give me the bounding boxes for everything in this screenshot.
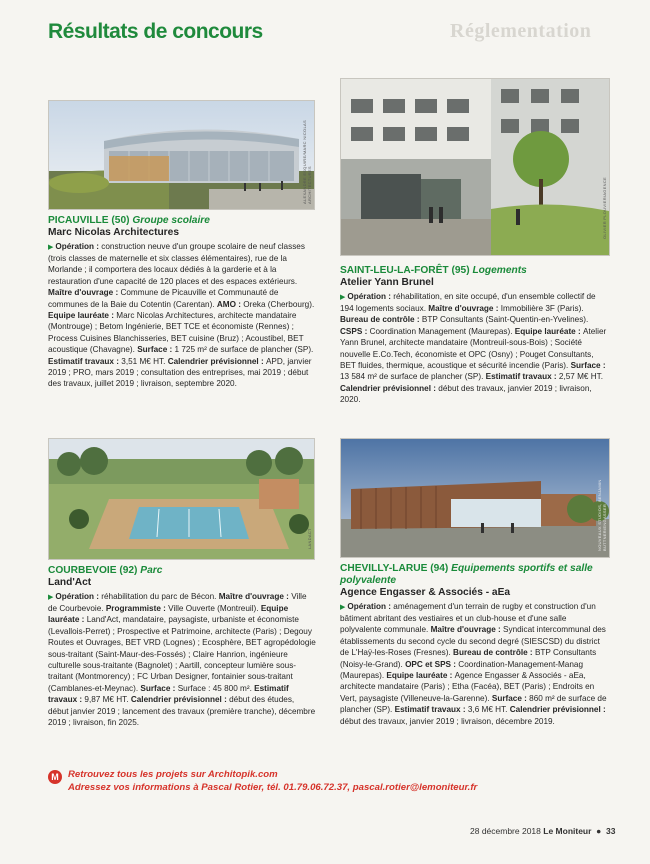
field-value: APD, janvier 2019 ; PRO, mars 2019 ; consultation des entreprises, mai 2019 ; début des travaux, juillet 2019 ; livraison, septembre 2020. — [48, 356, 312, 389]
field-value: Agence Engasser & Associés - aEa, architecte mandataire (Paris) ; Etha (Facéa), BET (Paris) ; Endroits en Vert, paysagiste (Villeneuve-la-Garenne). — [340, 670, 595, 703]
field-value: Land'Act, mandataire, paysagiste, urbaniste et économiste (Levallois-Perret) ; Prospective et Patrimoine, architecte (Paris) ; Degouy Routes et Ouvrages, BET VRD (Lognes) ; Ecosphère, BET agropédologie sous-traitant (Saint-Maur-des-Fossés) ; Claire Hanrion, ingénieure culturelle sous-traitante (Bagnolet) ; Aartill, concepteur lumière sous-traitant (Montmorency) ; FC Urban Designer, fontainier sous-traitant (Camblanes-et-Meynac). — [48, 615, 316, 693]
field-value: réhabilitation du parc de Bécon. — [101, 591, 219, 601]
field-label: Estimatif travaux : — [394, 705, 468, 715]
field-label: Equipe lauréate : — [514, 326, 584, 336]
field-label: Calendrier prévisionnel : — [130, 695, 230, 705]
field-value: 3,51 M€ HT. — [121, 356, 168, 366]
school-rendering — [49, 101, 314, 209]
field-value: Coordination-Management-Manag (Maurepas). — [340, 659, 584, 680]
section-title: Résultats de concours — [48, 20, 263, 43]
field-value: Ville Ouverte (Montreuil). — [168, 603, 261, 613]
article-kind: Logements — [472, 265, 527, 276]
article-architect: Atelier Yann Brunel — [340, 277, 434, 288]
article-architect: Agence Engasser & Associés - aEa — [340, 587, 511, 598]
field-label: Estimatif travaux : — [485, 372, 559, 382]
field-value: début des travaux, janvier 2019 ; livraison, 2020. — [340, 383, 592, 405]
article-body — [340, 291, 610, 406]
field-label: Surface : — [137, 345, 175, 355]
article-body — [48, 241, 316, 390]
article-place: PICAUVILLE (50) — [48, 215, 130, 226]
field-label: Calendrier prévisionnel : — [167, 356, 266, 366]
field-value: 13 584 m² de surface de plancher (SP). — [340, 372, 486, 382]
photo-credit: LANDACT — [307, 528, 312, 549]
field-value: Immobilière 3F (Paris). — [500, 303, 584, 313]
field-value: Oreka (Cherbourg). — [243, 299, 315, 309]
field-value: aménagement d'un terrain de rugby et construction d'un bâtiment abritant des vestiaires et un club-house et d'une salle polyvalente communale. — [340, 601, 596, 635]
article-picauville — [48, 215, 316, 390]
field-label: Opération : — [347, 291, 394, 301]
ghost-heading: Réglementation — [450, 20, 592, 42]
field-label: Opération : — [55, 591, 102, 601]
park-rendering — [49, 439, 314, 559]
photo-chevilly-sports — [340, 438, 610, 558]
photo-courbevoie-park — [48, 438, 315, 560]
article-architect: Marc Nicolas Architectures — [48, 227, 179, 238]
field-value: 860 m² de surface de plancher (SP). — [340, 693, 607, 715]
article-place: COURBEVOIE (92) — [48, 565, 138, 576]
field-label: Opération : — [347, 601, 394, 611]
field-label: Estimatif travaux : — [48, 356, 122, 366]
footer-line-architopik[interactable]: Retrouvez tous les projets sur Architopik.com — [68, 769, 278, 780]
field-label: Opération : — [55, 241, 102, 251]
field-label: Equipe lauréate : — [48, 310, 117, 320]
field-value: 1 725 m² de surface de plancher (SP). — [174, 345, 314, 355]
page-folio — [470, 826, 616, 836]
field-value: Ville de Courbevoie. — [48, 591, 307, 613]
field-value: construction neuve d'un groupe scolaire de neuf classes (trois classes de maternelle et six classes élémentaires), rue de la Morlande ; il comportera des locaux dédiés à la garderie et à la restauration d'une capacité de 120 places et des espaces extérieurs. — [48, 241, 305, 286]
field-value: Coordination Management (Maurepas). — [369, 326, 515, 336]
article-courbevoie — [48, 565, 316, 728]
sports-rendering — [341, 439, 609, 557]
field-label: Equipe lauréate : — [48, 603, 289, 625]
article-architect: Land'Act — [48, 577, 92, 588]
article-place: CHEVILLY-LARUE (94) — [340, 563, 449, 574]
field-value: Surface : 45 800 m². — [177, 683, 255, 693]
magazine-name: Le Moniteur — [543, 826, 592, 836]
field-value: Atelier Yann Brunel, architecte mandataire (Montreuil-sous-Bois) ; Société nouvelle E.Co.Tech, économiste et OPC (Osny) ; Pouget Consultants, BET fluides, thermique, acoustique et sécurité incendie (Paris). — [340, 326, 607, 370]
arrow-icon: ▶ — [48, 243, 56, 251]
folio-bullet: ● — [593, 826, 604, 836]
field-label: Calendrier prévisionnel : — [509, 705, 606, 715]
field-label: Equipe lauréate : — [386, 670, 455, 680]
field-value: Syndicat intercommunal des établissements du second cycle du second degré (SIESCSD) du district de L'Haÿ-les-Roses (Fresnes). — [340, 625, 606, 658]
field-label: Maître d'ouvrage : — [430, 625, 504, 635]
field-value: début des études, début janvier 2019 ; lancement des travaux (première tranche), décembre 2019 ; livraison, fin 2025. — [48, 695, 316, 727]
arrow-icon: ▶ — [340, 603, 348, 611]
field-value: Commune de Picauville et Communauté de communes de la Baie du Cotentin (Carentan). — [48, 288, 279, 309]
field-label: Calendrier prévisionnel : — [340, 383, 439, 393]
field-value: début des travaux, janvier 2019 ; livraison, décembre 2019. — [340, 716, 555, 726]
field-label: OPC et SPS : — [405, 659, 459, 669]
article-saint-leu — [340, 265, 610, 406]
photo-credit: NOUVEAUX STUDIOS, BENJAMIN BUTTNER/ENGASSER — [597, 479, 607, 551]
field-value: Marc Nicolas Architectures, architecte mandataire (Montrouge) ; Betom Ingénierie, BET TCE et économiste (Rennes) ; Process Cuisines Blanchisseries, BET cuisine (Bruz) ; Acoustibel, BET acoustique (Chavagne). — [48, 310, 304, 355]
issue-date: 28 décembre 2018 — [470, 826, 541, 836]
article-kind: Equipements sportifs et salle polyvalente — [340, 563, 593, 586]
field-label: Programmiste : — [105, 603, 169, 613]
arrow-icon: ▶ — [340, 293, 348, 301]
field-label: AMO : — [216, 299, 244, 309]
field-label: Maître d'ouvrage : — [428, 303, 501, 313]
footer-promo — [48, 768, 477, 794]
field-label: Maître d'ouvrage : — [48, 288, 121, 298]
article-body — [340, 601, 610, 727]
article-kind: Groupe scolaire — [132, 215, 210, 226]
field-value: 2,57 M€ HT. — [558, 372, 604, 382]
field-value: BTP Consultants (Noisy-le-Grand). — [340, 648, 597, 669]
field-value: 9,87 M€ HT. — [84, 695, 131, 705]
field-value: 3,6 M€ HT. — [467, 705, 510, 715]
photo-saint-leu-housing — [340, 78, 610, 256]
field-label: CSPS : — [340, 326, 370, 336]
article-place: SAINT-LEU-LA-FORÊT (95) — [340, 265, 470, 276]
moniteur-logo-icon: M — [48, 770, 62, 784]
photo-picauville-school — [48, 100, 315, 210]
article-body — [48, 591, 316, 729]
field-label: Estimatif travaux : — [48, 683, 289, 705]
article-chevilly — [340, 563, 610, 727]
arrow-icon: ▶ — [48, 593, 56, 601]
field-value: réhabilitation, en site occupé, d'un ensemble collectif de 194 logements sociaux. — [340, 291, 596, 313]
field-label: Surface : — [491, 693, 530, 703]
housing-rendering — [341, 79, 609, 255]
field-label: Bureau de contrôle : — [453, 648, 535, 658]
article-kind: Parc — [140, 565, 163, 576]
photo-credit: ALEXANDRE ESQUIRE/MARC NICOLAS ARCHITECTURES — [302, 120, 312, 204]
photo-credit: OLIVIER PLOUVIER/AGENCE — [602, 176, 607, 239]
footer-line-contact[interactable]: Adressez vos informations à Pascal Rotier, tél. 01.79.06.72.37, pascal.rotier@lemoniteur.fr — [68, 782, 478, 793]
field-label: Bureau de contrôle : — [340, 315, 422, 325]
field-label: Surface : — [570, 360, 606, 370]
field-label: Maître d'ouvrage : — [218, 591, 292, 601]
field-label: Surface : — [140, 683, 178, 693]
field-value: BTP Consultants (Saint-Quentin-en-Yvelines). — [421, 315, 589, 325]
page-number: 33 — [606, 826, 616, 836]
